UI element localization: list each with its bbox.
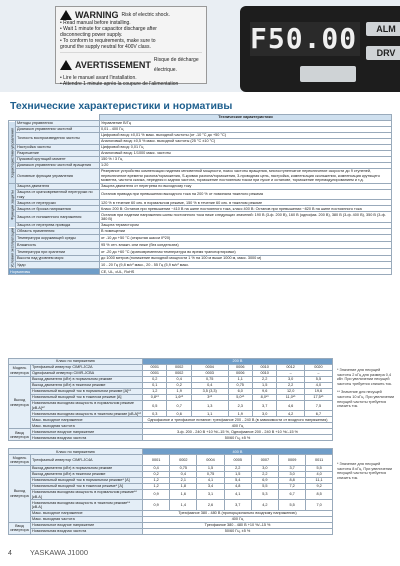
spec-label: Настройка частоты: [16, 145, 100, 151]
cell: 4,0: [304, 383, 332, 389]
cell: 0,7: [167, 401, 191, 411]
row-label: Номинальный выходной ток в тяжелом режиме [А]: [31, 395, 143, 401]
row-label: Макс. выходная частота: [31, 423, 143, 429]
row-label: Номинальное входное напряжение: [31, 429, 143, 435]
class-value: 200 В: [143, 359, 333, 365]
lcd-display: F50.00: [250, 22, 360, 56]
warning-triangle-icon: [60, 60, 72, 70]
spec-label: Защита от броска напряжения: [16, 206, 100, 212]
cell: 0009: [279, 455, 306, 465]
group-label: Ввод инвертора: [10, 523, 29, 533]
cell: 0,75: [228, 383, 252, 389]
row-label: Номинальная выходная мощность в тяжелом режиме [кВ.А]*²: [32, 411, 141, 416]
cell: 4,0: [306, 471, 333, 477]
cell: 6,7: [279, 489, 306, 499]
group-label: Модель инвертора: [10, 455, 29, 465]
cell: 0,4: [143, 465, 170, 471]
cell: 2,2: [252, 377, 276, 383]
cell: 1,2: [143, 389, 167, 395]
cell: 0,4: [167, 377, 191, 383]
cell: 3,4: [197, 483, 224, 489]
cell: 1,6: [170, 489, 197, 499]
class-value: 400 В: [143, 449, 333, 455]
warning-label: [55, 6, 207, 87]
cell: 2,2: [277, 383, 304, 389]
spec-value: Останов привода при превышении выходного тока на 200 % от номинала тяжелого режима: [100, 189, 392, 199]
spec-value: 10 - 20 Гц (9,8 м/с² макс., 20 - 55 Гц (5,9 м/с² макс.: [100, 262, 392, 269]
spec-value: 0,01 - 400 Гц: [100, 127, 392, 133]
row-label: Номинальный выходной ток в тяжелом режиме* [А]: [31, 483, 143, 489]
spec-label: Защита от кратковременной перегрузки по току: [16, 189, 100, 199]
cell: 0011: [306, 455, 333, 465]
spec-value: до 1000 метров (понижение выходной мощности 1 % на 100 м выше 1000 м, макс. 3000 м): [100, 255, 392, 262]
spec-label: Влажность: [16, 242, 100, 249]
cell: 1,6*¹: [167, 395, 191, 401]
cell: 7,0: [306, 500, 333, 510]
cell: 3,0: [251, 465, 278, 471]
cell: Трехфазное 380 - 480 В +10 %/–15 %: [143, 522, 333, 528]
cell: 1,2: [143, 477, 170, 483]
spec-value: 150 % / 3 Гц: [100, 157, 392, 163]
spec-label: Разрешение: [16, 151, 100, 157]
cell: 3,7: [252, 401, 276, 411]
cell: 3,5 (3,3): [191, 389, 228, 395]
spec-value: Защита двигателя от перегрева по выходному току: [100, 183, 392, 189]
cell: 0,75: [170, 465, 197, 471]
spec-label: Температура окружающей среды: [16, 235, 100, 242]
cell: 11,0*¹: [277, 395, 304, 401]
cell: 0001: [143, 365, 167, 371]
spec-value: от -10 до +50 °C (открытая шасси IP20): [100, 235, 392, 242]
spec-label: Основные функции управления: [16, 169, 100, 184]
spec-value: 120 % в течение 60 сек. в нормальном режиме, 150 % в течение 60 сек. в тяжелом режиме: [100, 200, 392, 206]
footnote: * Значение для несущей частоты 8 кГц. При увеличении несущей частоты требуется снизить ток.: [337, 462, 393, 480]
cell: 0,2: [167, 383, 191, 389]
class-label: Класс по напряжению: [9, 449, 143, 455]
spec-value: Класс 200 В: Останов при превышении ~410 В на шине постоянного тока, класс 400 В: Останов при превышении ~820 В на шине постоянного тока: [100, 206, 392, 212]
warning-line: ground the supply neutral for 400V class.: [60, 44, 151, 50]
spec-value: В помещении: [100, 228, 392, 235]
cell: 2,3: [228, 401, 252, 411]
row-label: Номинальная выходная мощность в нормальном режиме** [кВ.А]: [31, 489, 143, 499]
warning-line: • To conform to requirements, make sure to: [60, 38, 156, 44]
cell: 0010: [252, 371, 276, 377]
footnote: * Значение для несущей частоты 2 кГц для размера 0,4 кВт. При увеличении несущей частоты требуется снизить ток.: [337, 368, 393, 386]
cell: 50/60 Гц, ±5 %: [143, 528, 333, 534]
spec-label: Пусковой крутящий момент: [16, 157, 100, 163]
drv-button: DRV: [366, 46, 400, 60]
cell: 2,2: [224, 465, 251, 471]
cell: 0,5: [143, 401, 167, 411]
row-label: Выход двигателя (кВт) в нормальном режиме: [31, 377, 143, 383]
row-label: Номинальный выходной ток в нормальном режиме [А]*¹: [31, 389, 143, 395]
spec-value: Аналоговый вход: ±0,5 % макс. выходной частоты (25 °C ±10 °C): [100, 139, 392, 145]
spec-header: Технические характеристики: [100, 115, 392, 121]
cell: 0010: [252, 365, 276, 371]
cell: 9,2: [306, 483, 333, 489]
spec-value: CE, UL, cUL, RoHS: [100, 269, 392, 275]
cell: 4,1: [224, 489, 251, 499]
cell: 50/60 Гц, ±5 %: [143, 435, 333, 441]
spec-value: 95 % отн. влажн. или ниже (без конденсата): [100, 242, 392, 249]
keypad-button: [300, 66, 356, 82]
cell: 5,5: [306, 465, 333, 471]
cell: 0006: [228, 371, 252, 377]
cell: 19,6: [304, 389, 332, 395]
cell: 3,0: [279, 471, 306, 477]
row-label: Трехфазный инвертор CIMR-JC4A: [31, 455, 143, 465]
row-label: Номинальный выходной ток в нормальном режиме* [А]: [31, 477, 143, 483]
spec-label: Защита от перегрева привода: [16, 222, 100, 228]
class-label: Класс по напряжению: [9, 359, 143, 365]
cell: 4,2: [251, 500, 278, 510]
group-label: Условия эксплуатации: [9, 228, 14, 269]
cell: 2,1: [170, 477, 197, 483]
warning-triangle-icon: [60, 10, 72, 20]
cell: 17,5*¹: [304, 395, 332, 401]
spec-label: Защита двигателя: [16, 183, 100, 189]
cell: 1,1: [191, 411, 228, 417]
cell: 0,75: [197, 471, 224, 477]
footer-brand: YASKAWA J1000: [29, 548, 88, 557]
cell: 6,7: [304, 411, 332, 417]
cell: 7,2: [279, 483, 306, 489]
cell: 5,0*¹: [228, 395, 252, 401]
page-number: 4: [8, 550, 12, 557]
cell: 0004: [197, 455, 224, 465]
cell: 11,1: [306, 477, 333, 483]
cell: 7,5: [304, 401, 332, 411]
table-400v: [8, 448, 333, 534]
avert-title: AVERTISSEMENT: [75, 60, 151, 70]
avert-sub: Risque de décharge électrique.: [153, 57, 199, 73]
spec-label: Высота над уровнем моря: [16, 255, 100, 262]
cell: 400 Гц: [143, 516, 333, 522]
cell: 1,1: [228, 377, 252, 383]
cell: 0,4: [170, 471, 197, 477]
cell: –: [304, 371, 332, 377]
cell: 8,0*¹: [252, 395, 276, 401]
group-label: Ввод инвертора: [10, 430, 29, 439]
cell: 5,4: [224, 477, 251, 483]
row-label: Макс. выходное напряжение: [31, 417, 143, 423]
spec-label: Удар: [16, 262, 100, 269]
group-label: Выход инвертора: [9, 377, 31, 429]
cell: 4,8: [224, 483, 251, 489]
cell: 0,4: [191, 383, 228, 389]
cell: 2,2: [251, 471, 278, 477]
spec-value: от ‑20 до +60 °C (кратковременная температура во время транспортировки): [100, 248, 392, 255]
spec-value: Цифровой вход: 0,01 Гц: [100, 145, 392, 151]
page-title: Технические характеристики и нормативы: [10, 100, 233, 112]
cell: 0,1: [143, 383, 167, 389]
row-label: Номинальная выходная мощность в тяжелом режиме** [кВ.А]: [31, 500, 143, 510]
group-label: Функции защиты: [9, 183, 16, 228]
spec-label: Нормативы: [9, 269, 100, 275]
cell: 5,3: [251, 489, 278, 499]
table-200v: [8, 358, 333, 535]
cell: 6,9: [251, 477, 278, 483]
cell: 2,6: [197, 500, 224, 510]
cell: 8,5: [306, 489, 333, 499]
cell: 3-ф. 200 - 240 В +10 %/–15 %, Однофазное 200 - 240 В +10 %/–15 %: [143, 429, 333, 435]
inverter-device: [240, 6, 400, 92]
spec-label: Диапазон управления частотой: [16, 127, 100, 133]
cell: 0,2: [143, 377, 167, 383]
footnotes-200v: [337, 368, 395, 409]
cell: 0,3: [143, 411, 167, 417]
cell: 4,1: [197, 477, 224, 483]
cell: 1,3: [191, 401, 228, 411]
warning-line: disconnecting power supply.: [60, 32, 123, 38]
warning-sub: Risk of electric shock.: [121, 12, 170, 18]
footnotes-400v: [337, 462, 395, 480]
cell: Трехфазное 380 - 480 В (пропорционально входному напряжению): [143, 510, 333, 516]
spec-table: [8, 114, 392, 275]
cell: 0,8*¹: [143, 395, 167, 401]
spec-label: Методы управления: [16, 121, 100, 127]
spec-label: Точность воспроизведения частоты: [16, 133, 100, 145]
cell: –: [277, 371, 304, 377]
footnote: ** Значение для несущей частоты 10 кГц. При увеличении несущей частоты требуется снизить ток.: [337, 390, 395, 409]
avert-line: • Attendre 1 minute après la coupure de l'alimentation: [60, 81, 179, 87]
spec-value: Аналоговый вход: 1/1000 макс. частоты: [100, 151, 392, 157]
spec-value: 1:20: [100, 163, 392, 169]
cell: 0002: [167, 371, 191, 377]
cell: 0001: [143, 455, 170, 465]
cell: 1,8: [170, 483, 197, 489]
row-label: Макс. выходное напряжение: [31, 510, 143, 516]
cell: 1,5: [197, 465, 224, 471]
row-label: Номинальная входная частота: [31, 435, 143, 441]
cell: Однофазное и трехфазное питание: трехфазное 200 - 240 В (в зависимости от входного напряжения): [143, 417, 333, 423]
cell: 0,6: [167, 411, 191, 417]
spec-value: Цифровой вход: ±0,01 % макс. выходной частоты (от -10 °C до +50 °C): [100, 133, 392, 139]
cell: 3*¹: [191, 395, 228, 401]
cell: 5,5: [279, 500, 306, 510]
warning-title: WARNING: [75, 10, 119, 20]
spec-label: Защита от перегрузки: [16, 200, 100, 206]
cell: 0,75: [191, 377, 228, 383]
warning-line: • Read manual before installing.: [60, 20, 131, 26]
cell: 0007: [251, 455, 278, 465]
cell: 0002: [170, 455, 197, 465]
hero-banner: [0, 0, 400, 92]
cell: 0,2: [143, 471, 170, 477]
spec-value: Защита термистором: [100, 222, 392, 228]
cell: 4,6: [277, 401, 304, 411]
cell: 0005: [224, 455, 251, 465]
spec-value: Резервное устройство компенсации падения мгновенной мощности, поиск частоты вращения, многоступенчатое переключение скорости до 9 ступеней, переключение времени разгона/торможения, S-кривая разгона/торможения, 3-проводная цепь, настройка, компенсация скольжения, компенсация крутящего момента, частота скачка, передняя и задняя частота, торможение постоянным током при пуске и останове, торможение перемодулированием и т.д.: [100, 169, 392, 184]
cell: 0,9: [143, 489, 170, 499]
row-label: Выход двигателя (кВт) в тяжелом режиме: [31, 383, 143, 389]
cell: 1,2: [143, 483, 170, 489]
cell: 1,9: [228, 411, 252, 417]
group-label: Выход инвертора: [9, 465, 31, 522]
cell: 3,7: [224, 500, 251, 510]
cell: 0020: [304, 365, 332, 371]
cell: 9,6: [252, 389, 276, 395]
cell: 0003: [191, 371, 228, 377]
cell: 6,0: [228, 389, 252, 395]
avert-line: • Lire le manuel avant l'installation.: [60, 75, 137, 81]
cell: 1,5: [252, 383, 276, 389]
spec-label: Область применения: [16, 228, 100, 235]
row-label: Макс. выходная частота: [31, 516, 143, 522]
group-label: Характеристики управления: [9, 121, 16, 184]
cell: 3,0: [252, 411, 276, 417]
spec-label: Температура при хранении: [16, 248, 100, 255]
row-label: Номинальное входное напряжение: [31, 522, 143, 528]
alm-button: ALM: [366, 22, 400, 36]
cell: 3,1: [197, 489, 224, 499]
warning-line: • Wait 1 minute for capacitor discharge after: [60, 26, 157, 32]
cell: 5,5: [304, 377, 332, 383]
row-label: Выход двигателя (кВт) в нормальном режиме: [31, 465, 143, 471]
group-label: Модель инвертора: [10, 366, 29, 375]
cell: 0004: [191, 365, 228, 371]
spec-value: Останов при падении напряжения шины постоянного тока ниже следующих значений: 190 В (3-ф. 200 В), 160 В (однофаз. 200 В), 380 В (3-ф. 400 В), 350 В (3-ф. 380 В): [100, 212, 392, 222]
cell: 1,9: [167, 389, 191, 395]
cell: 3,0: [277, 377, 304, 383]
row-label: Выход двигателя (кВт) в тяжелом режиме: [31, 471, 143, 477]
cell: 0012: [277, 365, 304, 371]
spec-label: Диапазон управления частотой вращения: [16, 163, 100, 169]
page-footer: [8, 548, 88, 557]
cell: 0,9: [143, 500, 170, 510]
cell: 1,4: [170, 500, 197, 510]
cell: 400 Гц: [143, 423, 333, 429]
cell: 4,2: [277, 411, 304, 417]
row-label: Трехфазный инвертор CIMR-JC2A: [31, 365, 143, 371]
cell: 0002: [167, 365, 191, 371]
row-label: Номинальная выходная мощность в нормальном режиме [кВ.А]*²: [31, 401, 143, 411]
spec-label: Защита от пониженного напряжения: [16, 212, 100, 222]
row-label: Номинальная входная частота: [31, 528, 143, 534]
cell: 1,5: [224, 471, 251, 477]
cell: 3,7: [279, 465, 306, 471]
spec-value: Управление В/Гц: [100, 121, 392, 127]
row-label: Однофазный инвертор CIMR-JCBA: [31, 371, 143, 377]
cell: 8,8: [279, 477, 306, 483]
cell: 12,0: [277, 389, 304, 395]
cell: 0001: [143, 371, 167, 377]
cell: 0006: [228, 365, 252, 371]
cell: 5,5: [251, 483, 278, 489]
